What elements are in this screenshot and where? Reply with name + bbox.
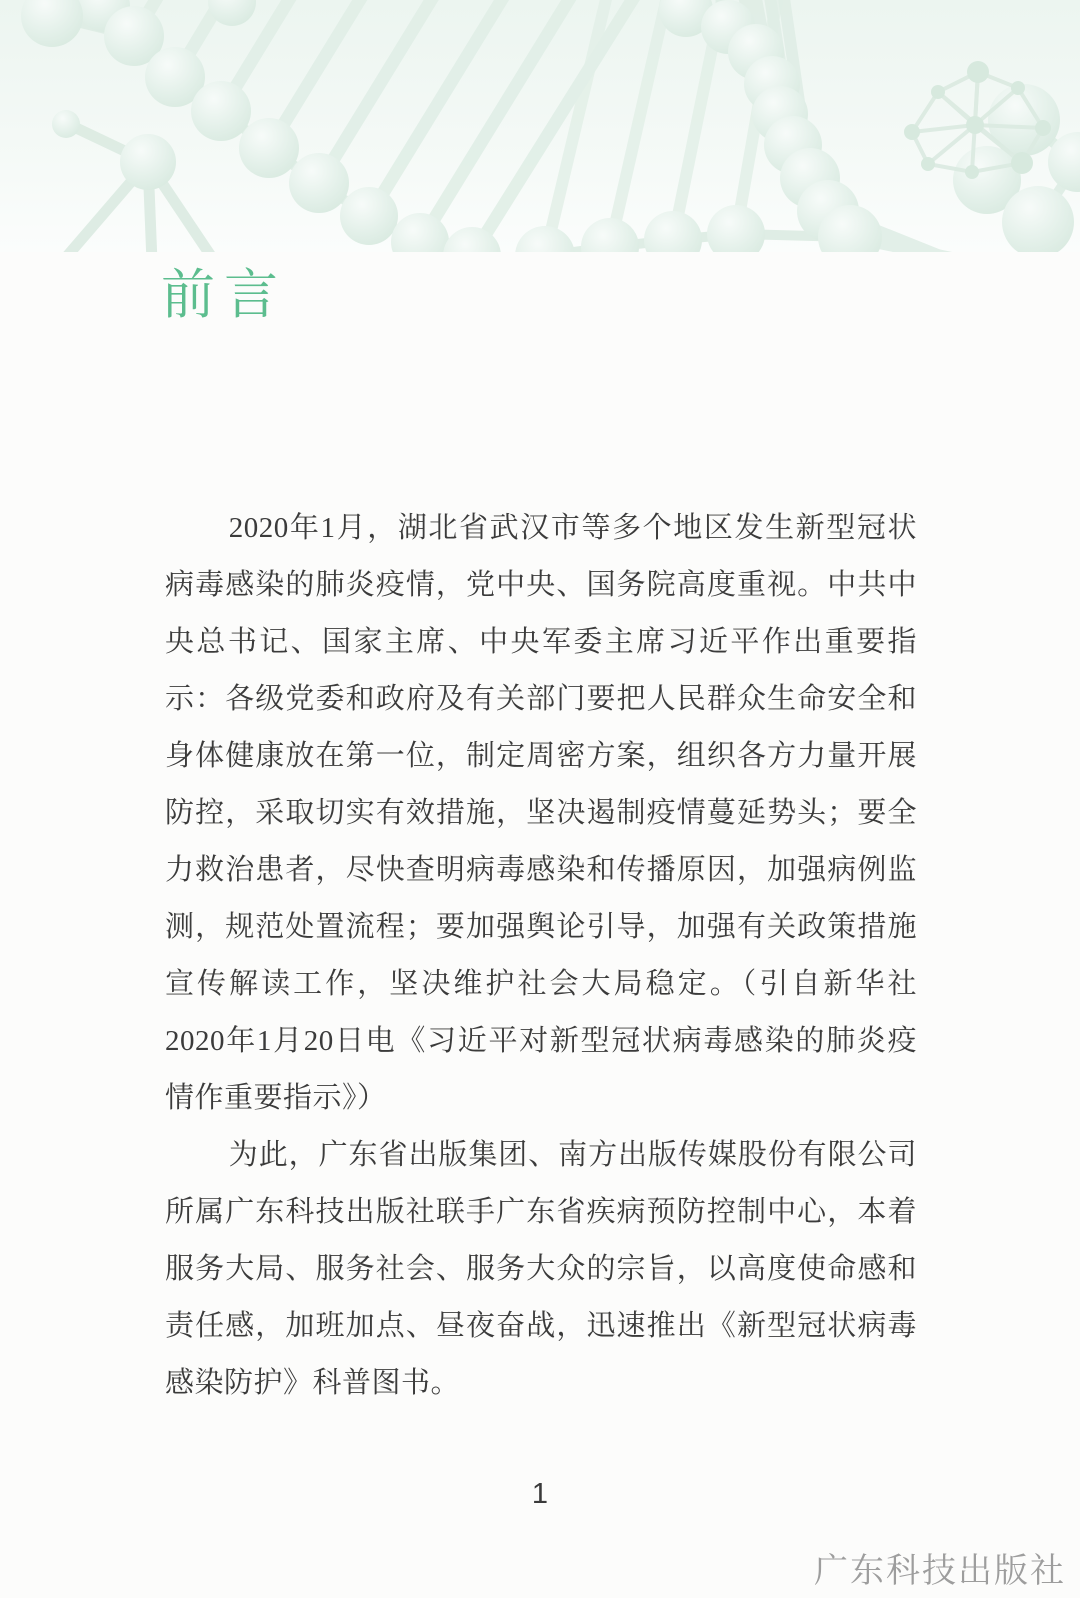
dna-helix-illustration — [0, 0, 1080, 252]
preface-body — [165, 500, 917, 1412]
page-number: 1 — [531, 1478, 549, 1510]
dna-helix-svg — [0, 0, 1080, 252]
preface-paragraph-1: 2020年1月，湖北省武汉市等多个地区发生新型冠状病毒感染的肺炎疫情，党中央、国务院高度重视。中共中央总书记、国家主席、中央军委主席习近平作出重要指示：各级党委和政府及有关部门要把人民群众生命安全和身体健康放在第一位，制定周密方案，组织各方力量开展防控，采取切实有效措施，坚决遏制疫情蔓延势头；要全力救治患者，尽快查明病毒感染和传播原因，加强病例监测，规范处置流程；要加强舆论引导，加强有关政策措施宣传解读工作，坚决维护社会大局稳定。（引自新华社2020年1月20日电《习近平对新型冠状病毒感染的肺炎疫情作重要指示》） — [165, 512, 917, 1114]
publisher-watermark: 广东科技出版社 — [814, 1552, 1066, 1590]
page-title: 前言 — [161, 263, 287, 326]
preface-paragraph-2: 为此，广东省出版集团、南方出版传媒股份有限公司所属广东科技出版社联手广东省疾病预防控制中心，本着服务大局、服务社会、服务大众的宗旨，以高度使命感和责任感，加班加点、昼夜奋战，迅速推出《新型冠状病毒感染防护》科普图书。 — [165, 1139, 917, 1399]
